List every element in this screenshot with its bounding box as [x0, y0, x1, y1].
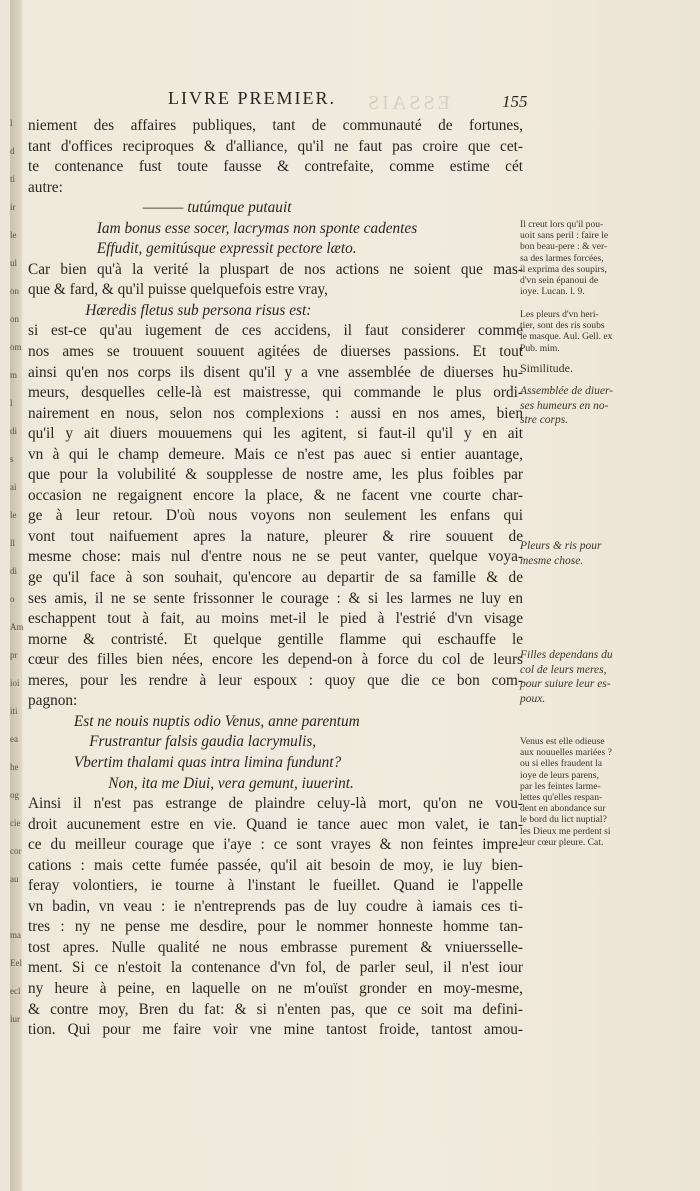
text-line: morne & contristé. Et quelque gentille flamme qui eschauffe le — [28, 630, 523, 648]
text-line: Vbertim thalami quas intra limina fundunt? — [28, 753, 342, 771]
gutter-fragment: o — [10, 594, 15, 604]
text-line: tres : ny ne pense me desdire, pour le nommer honneste homme tan- — [28, 918, 523, 936]
text-line: que & fard, & qu'il puisse quelquefois estre vray, — [28, 281, 328, 299]
margin-note-line: lettes qu'elles respan- — [520, 792, 603, 804]
gutter-fragment: l — [10, 118, 13, 128]
text-line: ment. Si ce n'estoit la contenance d'vn fol, de parler seul, il n'est iour — [28, 959, 523, 977]
margin-note-line: ioye. Lucan. l. 9. — [520, 286, 585, 298]
gutter-fragment: om — [10, 342, 22, 352]
margin-note-5 — [520, 539, 632, 568]
text-line: cœur des filles bien nées, encore les depend-on à force du col de leurs — [28, 651, 523, 669]
gutter-fragment: ea — [10, 734, 18, 744]
text-line: meurs, desquelles celle-là est maistresse, qui commande le plus ordi- — [28, 384, 523, 402]
gutter-fragment: og — [10, 790, 19, 800]
margin-note-6 — [520, 648, 632, 706]
gutter-fragment: ma — [10, 930, 21, 940]
main-text-block — [28, 116, 523, 1041]
text-line: Non, ita me Diui, vera gemunt, iuuerint. — [28, 774, 354, 792]
text-line: ses amis, il ne se sente frissonner le courage : & si les larmes ne luy en — [28, 589, 523, 607]
text-line: tion. Qui pour me faire voir vne mine tantost froide, tantost amou- — [28, 1021, 523, 1039]
margin-note-line: ioye de leurs parens, — [520, 769, 599, 781]
text-line: te contenance fust toute fausse & contrefaite, comme estime cét — [28, 158, 523, 176]
margin-note-line: par les feintes larme- — [520, 780, 601, 792]
text-line: feray volontiers, ie tourne à l'instant le fueillet. Quand ie l'appelle — [28, 877, 523, 895]
text-line: Hæredis fletus sub persona risus est: — [28, 301, 312, 319]
text-line: que pour la volubilité & soupplesse de nostre ame, les plus foibles par — [28, 466, 523, 484]
left-gutter — [10, 0, 22, 1191]
gutter-fragment: ir — [10, 202, 16, 212]
gutter-fragment: m — [10, 370, 18, 380]
margin-note-line: les Dieux me perdent si — [520, 825, 611, 837]
margin-note-line: Assemblée de diuer- — [520, 385, 614, 397]
book-page — [10, 0, 700, 1191]
margin-note-line: stre corps. — [520, 414, 569, 426]
margin-note-line: aux nouuelles mariées ? — [520, 747, 612, 759]
text-line: cations : mais cette fumée passée, qu'il ait besoin de moy, ie luy bien- — [28, 856, 523, 874]
text-line: mesme chose: mais nul d'entre nous ne se peut vanter, quelque voya- — [28, 548, 523, 566]
margin-note-line: Pub. mim. — [520, 342, 560, 354]
margin-note-line: le masque. Aul. Gell. ex — [520, 331, 613, 343]
gutter-fragment: l — [10, 398, 13, 408]
margin-note-line: il exprima des soupirs, — [520, 263, 607, 275]
text-line: ny heure à peine, en laquelle on ne m'ouïst gronder en moy-mesme, — [28, 979, 523, 997]
gutter-fragment: ll — [10, 538, 16, 548]
gutter-fragment: ai — [10, 482, 17, 492]
margin-note-line: pour suiure leur es- — [520, 678, 611, 690]
text-line: vont tout naifuement apres la nature, pleurer & rire souuent de — [28, 527, 523, 545]
text-line: Car bien qu'à la verité la pluspart de nos actions ne soient que mas- — [28, 260, 523, 278]
margin-note-line: dent en abondance sur — [520, 803, 606, 815]
text-line: Frustrantur falsis gaudia lacrymulis, — [28, 733, 317, 751]
margin-note-7 — [520, 736, 632, 848]
text-line: meres, pour les rendre à leur espoux : quoy que die ce bon com- — [28, 671, 523, 689]
gutter-fragment: iur — [10, 1014, 20, 1024]
margin-note-line: bon beau-pere : & ver- — [520, 241, 608, 253]
text-line: ge à leur retour. D'où nous voyons non seulement les enfans qui — [28, 507, 523, 525]
gutter-fragment: he — [10, 762, 19, 772]
bleed-through-text: ESSAIS — [365, 92, 450, 114]
margin-note-line: mesme chose. — [520, 554, 584, 567]
text-line: Ainsi il n'est pas estrange de plaindre celuy-là mort, qu'on ne vou- — [28, 795, 523, 813]
page-number: 155 — [502, 92, 528, 111]
gutter-fragment: di — [10, 566, 18, 576]
text-line: & contre moy, Bren du fat: & si n'enten pas, que ce soit ma defini- — [28, 1000, 523, 1018]
margin-note-line: Il creut lors qu'il pou- — [520, 219, 604, 230]
margin-note-line: ses humeurs en no- — [520, 399, 609, 412]
text-line: droit aucunement estre en vie. Quand ie tance auec mon valet, ie tan- — [28, 815, 523, 833]
margin-note-line: poux. — [520, 692, 546, 705]
text-line: ge qu'il face à son souhait, qu'encore au departir de sa famille & de — [28, 569, 523, 587]
gutter-fragment: Eel — [10, 958, 22, 968]
margin-note-line: Pleurs & ris pour — [520, 540, 602, 552]
margin-note-line: Venus est elle odieuse — [520, 736, 605, 747]
gutter-fragment: ul — [10, 258, 18, 268]
margin-note-line: col de leurs meres, — [520, 663, 607, 676]
margin-note-line: tier, sont des ris soubs — [520, 320, 605, 332]
margin-note-line: Similitude. — [520, 361, 574, 375]
margin-note-line: le bord du lict nuptial? — [520, 814, 607, 826]
gutter-fragment: Am — [10, 622, 24, 632]
gutter-fragment: iti — [10, 706, 18, 716]
text-line: autre: — [28, 178, 63, 196]
text-line: nairement en nous, selon nos complexions : aussi en nos ames, bien — [28, 404, 523, 422]
gutter-fragment: ioi — [10, 678, 20, 688]
margin-note-line: Filles dependans du — [520, 649, 613, 661]
text-line: vn à qui le champ demeure. Mais ce n'est pas auec si entier auantage, — [28, 445, 523, 463]
gutter-fragment: ecl — [10, 986, 21, 996]
gutter-fragment: on — [10, 314, 19, 324]
text-line: ce du meilleur courage que i'aye : ce sont vrayes & non feintes impre- — [28, 836, 523, 854]
text-line: ——— tutúmque putauit — [28, 199, 292, 217]
running-header: LIVRE PREMIER. — [168, 88, 337, 108]
text-line: tant d'offices reciproques & d'alliance, qu'il ne faut pas croire que cet- — [28, 137, 523, 155]
gutter-fragment: le — [10, 230, 17, 240]
text-line: eschappent tout à fait, au moins met-il le pied à l'estrié d'vn visage — [28, 610, 523, 628]
margin-note-line: uoit sans peril : faire le — [520, 230, 609, 242]
text-line: Est ne nouis nuptis odio Venus, anne parentum — [28, 712, 360, 730]
gutter-fragment: s — [10, 454, 14, 464]
text-line: si est-ce qu'au iugement de ces accidens, il faut considerer comme — [28, 322, 523, 340]
gutter-fragment: cie — [10, 818, 21, 828]
gutter-fragment: au — [10, 874, 19, 884]
margin-note-1 — [520, 219, 632, 297]
gutter-fragment: ti — [10, 174, 16, 184]
text-line: niement des affaires publiques, tant de communauté de fortunes, — [28, 117, 523, 134]
gutter-fragment: pr — [10, 650, 18, 660]
text-line: pagnon: — [28, 692, 78, 710]
gutter-fragment: d — [10, 146, 15, 156]
margin-note-line: ou si elles fraudent la — [520, 758, 603, 770]
text-line: qu'il y ait diuers mouuemens qui les agitent, si faut-il qu'il y en ait — [28, 425, 523, 443]
margin-note-line: d'vn sein épanoui de — [520, 275, 599, 287]
gutter-fragment: le — [10, 510, 17, 520]
margin-note-line: sa des larmes forcées, — [520, 252, 604, 264]
gutter-fragment: di — [10, 426, 18, 436]
margin-note-line: leur cœur pleure. Cat. — [520, 836, 604, 848]
text-line: Effudit, gemitúsque expressit pectore læto. — [28, 240, 357, 258]
gutter-fragment: on — [10, 286, 19, 296]
margin-note-2 — [520, 309, 632, 354]
margin-note-line: Les pleurs d'vn heri- — [520, 309, 599, 320]
text-line: vn badin, vn veau : ie n'entreprends pas de luy coudre à iamais ces ti- — [28, 897, 523, 915]
margin-note-4 — [520, 384, 632, 428]
margin-note-3 — [520, 361, 632, 376]
text-line: ainsi qu'en nos corps ils disent qu'il y a vne assemblée de diuerses hu- — [28, 363, 523, 381]
text-line: nos ames se trouuent souuent agitées de diuerses passions. Et tout — [28, 343, 523, 361]
gutter-fragment: cor — [10, 846, 22, 856]
text-line: Iam bonus esse socer, lacrymas non sponte cadentes — [28, 219, 418, 237]
text-line: occasion ne regaignent encore la place, & ne facent vne courte char- — [28, 486, 523, 504]
text-line: tost apres. Nulle qualité ne nous embrasse purement & vniuersselle- — [28, 938, 523, 956]
